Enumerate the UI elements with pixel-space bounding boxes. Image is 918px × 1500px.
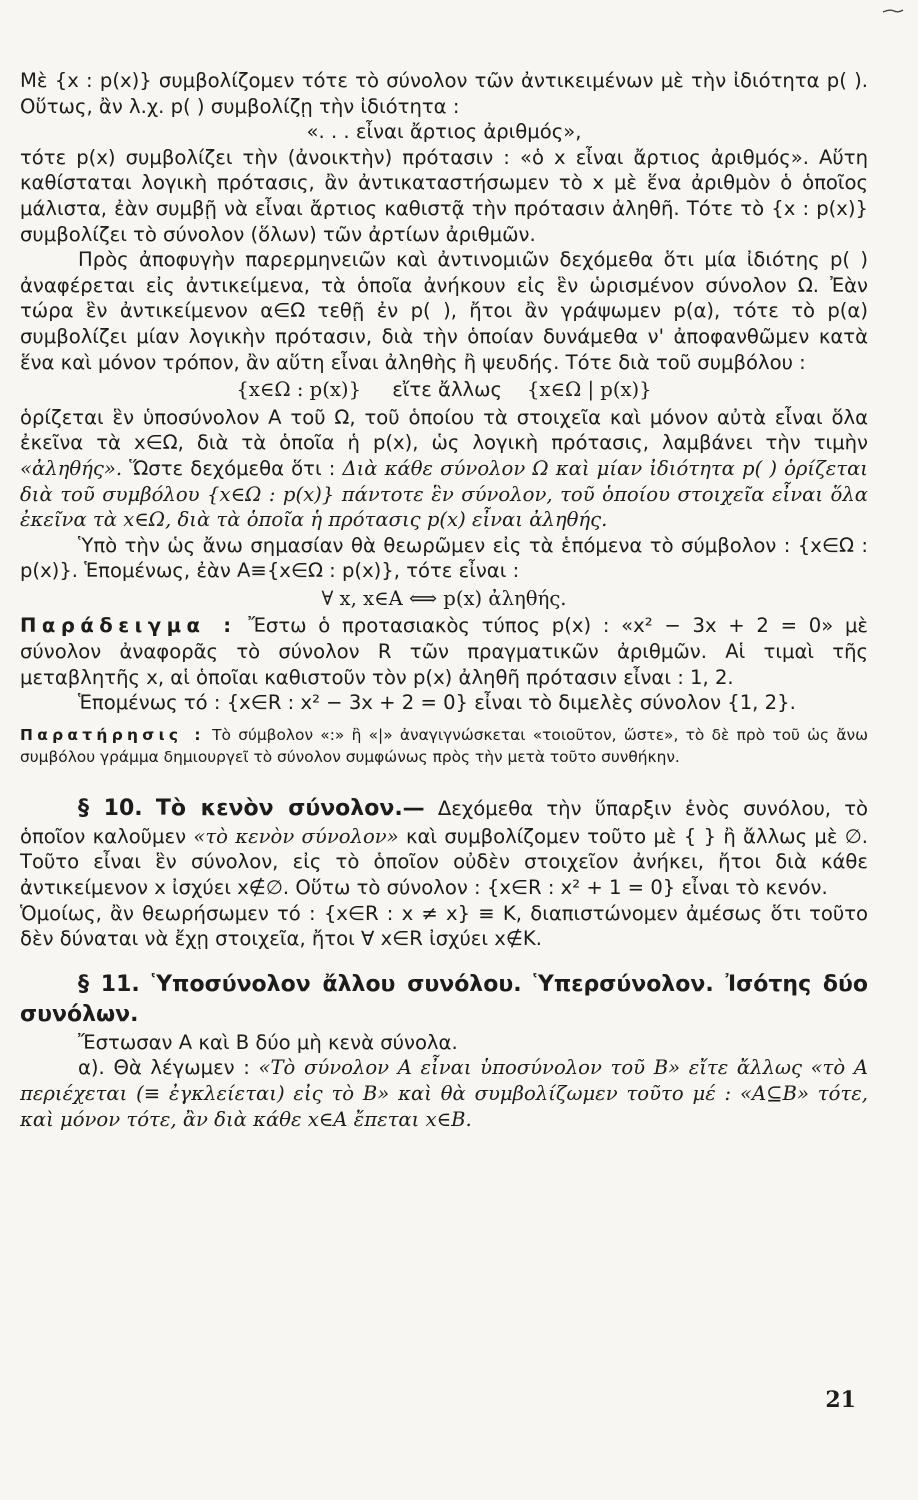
equivalence-display: ∀ x, x∈Α ⟺ p(x) ἀληθής. [321, 586, 567, 610]
spacer [20, 952, 868, 970]
spacer [20, 716, 868, 724]
text-column [20, 68, 868, 1132]
example-conclusion: Ἑπομένως τό : {x∈R : x² − 3x + 2 = 0} εἶναι τὸ διμελὲς σύνολον {1, 2}. [78, 691, 796, 715]
even-number-quote: «. . . εἶναι ἄρτιος ἀριθμός», [306, 120, 582, 144]
remark-paragraph [20, 724, 868, 768]
paragraph-open-proposition: τότε p(x) συμβολίζει τὴν (ἀνοικτὴν) πρότασιν : «ὁ x εἶναι ἄρτιος ἀριθμός». Αὕτη καθίσταται λογικὴ πρότασις, ἂν ἀντικαταστήσωμεν τὸ x μὲ ἕνα ἀριθμὸν ὁ ὁποῖος μάλιστα, ἐὰν συμβῇ νὰ εἶναι ἄρτιος καθιστᾷ τὴν πρότασιν ἀληθῆ. Τότε τὸ {x : p(x)} συμβολίζει τὸ σύνολον (ὅλων) τῶν ἀρτίων ἀριθμῶν. [20, 145, 868, 246]
spacer [20, 768, 868, 794]
example-text: Ἔστω ὁ προτασιακὸς τύπος p(x) : «x² − 3x + 2 = 0» μὲ σύνολον ἀναφορᾶς τὸ σύνολον R τῶν πραγματικῶν ἀριθμῶν. Αἱ τιμαὶ τῆς μεταβλητῆς x, αἱ ὁποῖαι καθιστοῦν τὸν p(x) ἀληθῆ πρότασιν εἶναι : 1, 2. [20, 614, 868, 689]
therefore-text: Ὥστε δεχόμεθα ὅτι : [129, 456, 336, 480]
section-10-paragraph [20, 794, 868, 901]
section-10-number: § 10. [78, 795, 143, 821]
symbol-or-text: εἴτε ἄλλως [392, 378, 503, 402]
example-label: Παράδειγμα : [20, 614, 237, 638]
subset-definition-text: ὁρίζεται ἓν ὑποσύνολον Α τοῦ Ω, τοῦ ὁποίου τὰ στοιχεῖα καὶ μόνον αὐτὰ εἶναι ὅλα ἐκεῖνα τὰ x∈Ω, διὰ τὰ ὁποῖα ἡ p(x), ὡς λογικὴ πρότασις, λαμβάνει τὴν τιμὴν [20, 405, 868, 455]
remark-label: Παρατήρησις : [20, 725, 205, 744]
section-11-title: Ὑποσύνολον ἄλλου συνόλου. Ὑπερσύνολον. Ἰσότης δύο συνόλων. [20, 971, 868, 1027]
section-11-intro: Ἔστωσαν Α καὶ Β δύο μὴ κενὰ σύνολα. [78, 1030, 458, 1054]
section-11-number: § 11. [78, 971, 140, 997]
section-11-item-a [20, 1055, 868, 1132]
remark-text: Τὸ σύμβολον «:» ἢ «|» ἀναγιγνώσκεται «τοιοῦτον, ὥστε», τὸ δὲ πρὸ τοῦ ὡς ἄνω συμβόλου γράμμα δημιουργεῖ τὸ σύνολον συμφώνως πρὸς τὴν μετὰ τοῦτο συνθήκην. [20, 725, 868, 766]
page-number: 21 [825, 1387, 856, 1413]
paragraph-set-notation: Μὲ {x : p(x)} συμβολίζομεν τότε τὸ σύνολον τῶν ἀντικειμένων μὲ τὴν ἰδιότητα p( ). Οὕτως, ἂν λ.χ. p( ) συμβολίζῃ τὴν ἰδιότητα : [20, 69, 868, 118]
truth-value-word: «ἀληθής». [20, 456, 123, 480]
item-a-definition: «Τὸ σύνολον Α εἶναι ὑποσύνολον τοῦ Β» εἴτε ἄλλως «τὸ Α περιέχεται (≡ ἐγκλείεται) εἰς τὸ Β» καὶ θὰ συμβολίζωμεν τοῦτο μέ : «Α⊆Β» τότε, καὶ μόνον τότε, ἂν διὰ κάθε x∈Α ἔπεται x∈Β. [20, 1056, 868, 1131]
section-11-heading [20, 970, 868, 1030]
paragraph-symbol-meaning: Ὑπὸ τὴν ὡς ἄνω σημασίαν θὰ θεωρῶμεν εἰς τὰ ἑπόμενα τὸ σύμβολον : {x∈Ω : p(x)}. Ἑπομένως, ἐὰν Α≡{x∈Ω : p(x)}, τότε εἶναι : [20, 533, 868, 583]
section-10-title: Τὸ κενὸν σύνολον.— [155, 795, 425, 821]
paragraph-subset-definition [20, 405, 868, 533]
principle-italic: Διὰ κάθε σύνολον Ω καὶ μίαν ἰδιότητα p( ) ὁρίζεται διὰ τοῦ συμβόλου {x∈Ω : p(x)} πάντοτε ἓν σύνολον, τοῦ ὁποίου στοιχεῖα εἶναι ὅλα ἐκεῖνα τὰ x∈Ω, διὰ τὰ ὁποῖα ἡ πρότασις p(x) εἶναι ἀληθής. [20, 456, 868, 532]
symbol-bar-form: {x∈Ω | p(x)} [526, 378, 652, 402]
symbol-display [20, 377, 868, 403]
section-10-text-3: Ὁμοίως, ἂν θεωρήσωμεν τό : {x∈R : x ≠ x} ≡ Κ, διαπιστώνομεν ἀμέσως ὅτι τοῦτο δὲν δύναται νὰ ἔχῃ στοιχεῖα, ἤτοι ∀ x∈R ἰσχύει x∉Κ. [20, 901, 868, 951]
section-10-text-2: καὶ συμβολίζομεν τοῦτο μὲ { } ἢ ἄλλως μὲ ∅. Τοῦτο εἶναι ἓν σύνολον, εἰς τὸ ὁποῖον οὐδὲν στοιχεῖον ἀνήκει, ἤτοι διὰ κάθε ἀντικείμενον x ἰσχύει x∉∅. Οὕτω τὸ σύνολον : {x∈R : x² + 1 = 0} εἶναι τὸ κενόν. [20, 824, 869, 900]
item-a-label: α). [78, 1056, 105, 1080]
section-10-text-1: Δεχόμεθα τὴν ὕπαρξιν ἑνὸς συνόλου, τὸ ὁποῖον καλοῦμεν [20, 796, 869, 848]
example-paragraph [20, 613, 868, 690]
paragraph-reference-set: Πρὸς ἀποφυγὴν παρερμηνειῶν καὶ ἀντινομιῶν δεχόμεθα ὅτι μία ἰδιότης p( ) ἀναφέρεται εἰς ἀντικείμενα, τὰ ὁποῖα ἀνήκουν εἰς ἓν ὡρισμένον σύνολον Ω. Ἐὰν τώρα ἓν ἀντικείμενον α∈Ω τεθῇ ἐν p( ), ἤτοι ἂν γράψωμεν p(α), τότε τὸ p(α) συμβολίζει μίαν λογικὴν πρότασιν, διὰ τὴν ὁποίαν δυνάμεθα ν' ἀποφανθῶμεν κατὰ ἕνα καὶ μόνον τρόπον, ἂν αὕτη εἶναι ἀληθὴς ἢ ψευδής. Τότε διὰ τοῦ συμβόλου : [20, 248, 868, 374]
item-a-text: Θὰ λέγωμεν : [113, 1056, 250, 1080]
corner-smudge [882, 8, 904, 14]
empty-set-name: «τὸ κενὸν σύνολον» [193, 824, 399, 848]
symbol-colon-form: {x∈Ω : p(x)} [236, 378, 362, 402]
